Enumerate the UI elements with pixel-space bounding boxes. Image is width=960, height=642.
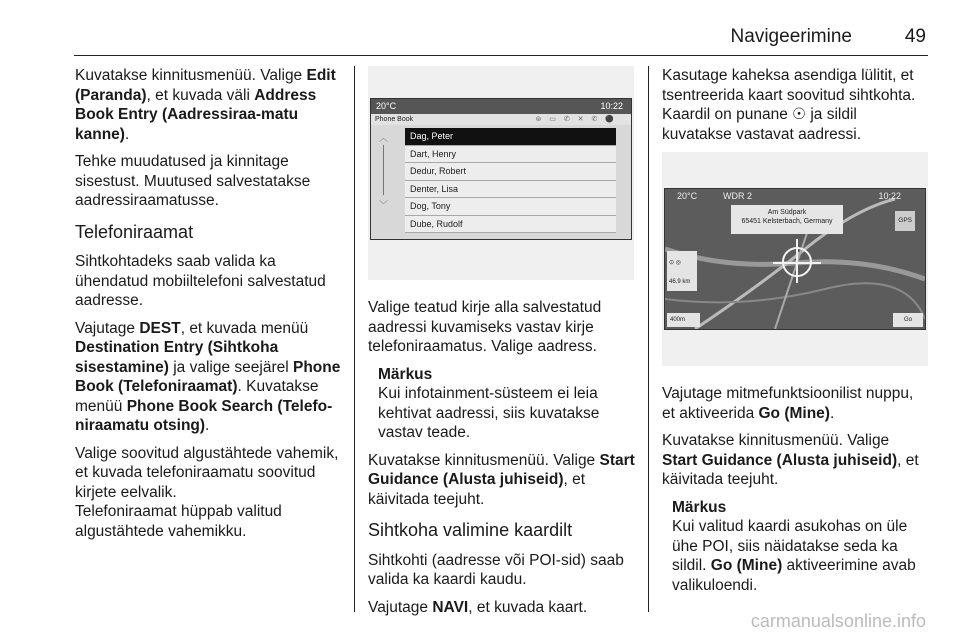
address-label: Am Südpark 65451 Kelsterbach, Germany [731, 205, 843, 234]
page-number: 49 [904, 26, 926, 47]
column-2 [368, 66, 636, 625]
list-scrollbar[interactable] [379, 129, 389, 215]
paragraph: Kasutage kaheksa asendiga lülitit, et tsentreerida kaart soovitud sihtkohta. Kaardil on punane ☉ ja sildil kuvatakse vastavat aadressi. [662, 67, 916, 143]
paragraph: Kuvatakse kinnitusmenüü. Valige Start Guidance (Alusta juhiseid), et käivitada teejuht. [368, 451, 635, 508]
temperature-label: 20°C [376, 101, 397, 111]
header-rule [74, 55, 928, 56]
paragraph: Kuvatakse kinnitusmenüü. Valige Edit (Paranda), et kuvada väli Address Book Entry (Aadressiraa-matu kanne). [75, 67, 336, 143]
paragraph: Kuvatakse kinnitusmenüü. Valige Start Guidance (Alusta juhiseid), et käivitada teejuht. [662, 432, 919, 488]
phone-book-list [405, 128, 616, 233]
note: Märkus Kui valitud kaardi asukohas on üle ühe POI, siis näidatakse seda ka sildil. Go (Mine) aktiveerimine avab valikuloendi. [672, 498, 916, 594]
speed-readout: 46.9 km [669, 279, 691, 285]
gps-badge: GPS [895, 211, 915, 231]
list-item[interactable]: Dube, Rudolf [405, 216, 616, 234]
note-title: Märkus [672, 498, 727, 516]
paragraph: Telefoniraamat hüppab valitud algustähtede vahemikku. [75, 503, 282, 540]
crosshair-v [796, 239, 798, 283]
scroll-down-icon[interactable]: ﹀ [379, 199, 389, 210]
screen-title: Phone Book [375, 116, 414, 123]
status-icons: ⊜ ▭ ✆ ✕ ✆ ⚫ [535, 116, 617, 123]
paragraph: Vajutage NAVI, et kuvada kaart. [368, 598, 588, 616]
map-scale: 400m [667, 313, 700, 327]
list-item[interactable]: Dedur, Robert [405, 163, 616, 181]
map-screen [664, 188, 926, 330]
paragraph: Vajutage mitmefunktsioonilist nuppu, et aktiveerida Go (Mine). [662, 385, 914, 422]
go-button[interactable]: Go [893, 313, 923, 327]
paragraph: Vajutage DEST, et kuvada menüü Destination Entry (Sihtkoha sisestamine) ja valige seejärel Phone Book (Telefoniraamat). Kuvatakse menüü Phone Book Search (Telefo-niraamatu otsing). [75, 319, 341, 434]
map-status-bar [665, 189, 925, 203]
scroll-track [383, 145, 384, 195]
list-item[interactable]: Dog, Tony [405, 198, 616, 216]
page-header [0, 0, 960, 56]
scroll-up-icon[interactable]: ︿ [379, 133, 389, 143]
paragraph: Sihtkohtadeks saab valida ka ühendatud mobiiltelefoni salvestatud aadresse. [75, 253, 326, 309]
compass-icon: ⊙ ◎ [669, 260, 681, 266]
map-figure [662, 152, 928, 366]
paragraph: Tehke muudatused ja kinnitage sisestust. Muutused salvestatakse aadressiraamatusse. [75, 153, 311, 209]
clock-label: 10:22 [878, 191, 901, 201]
column-divider [648, 66, 649, 612]
column-3 [662, 66, 928, 595]
page-title: Navigeerimine [730, 26, 852, 47]
screen-status-bar [371, 99, 631, 114]
radio-station-label: WDR 2 [723, 191, 752, 201]
temperature-label: 20°C [677, 191, 698, 201]
list-item[interactable]: Dart, Henry [405, 146, 616, 164]
clock-label: 10:22 [600, 101, 623, 111]
list-item[interactable]: Dag, Peter [405, 128, 616, 146]
column-1 [75, 66, 341, 549]
note-title: Märkus [378, 365, 433, 383]
column-divider [354, 66, 355, 612]
phone-book-screen [370, 98, 632, 240]
paragraph: Sihtkohti (aadresse või POI-sid) saab valida ka kaardi kaudu. [368, 551, 624, 588]
list-item[interactable]: Denter, Lisa [405, 181, 616, 199]
map-side-panel [667, 251, 697, 291]
section-heading: Sihtkoha valimine kaardilt [368, 520, 573, 540]
watermark: carmanualsonline.info [750, 611, 926, 631]
note [378, 365, 636, 443]
screen-title-bar [371, 114, 631, 125]
section-heading: Telefoniraamat [75, 221, 194, 242]
paragraph: Valige teatud kirje alla salvestatud aadressi kuvamiseks vastav kirje telefoniraamatus. Valige aadress. [368, 299, 602, 355]
phone-book-figure [368, 66, 634, 280]
note-text: Kui infotainment-süsteem ei leia kehtivat aadressi, siis kuvatakse vastav teade. [378, 385, 600, 441]
paragraph: Valige soovitud algustähtede vahemik, et kuvada telefoniraamatu soovitud kirjete eelvalik. [75, 444, 339, 501]
